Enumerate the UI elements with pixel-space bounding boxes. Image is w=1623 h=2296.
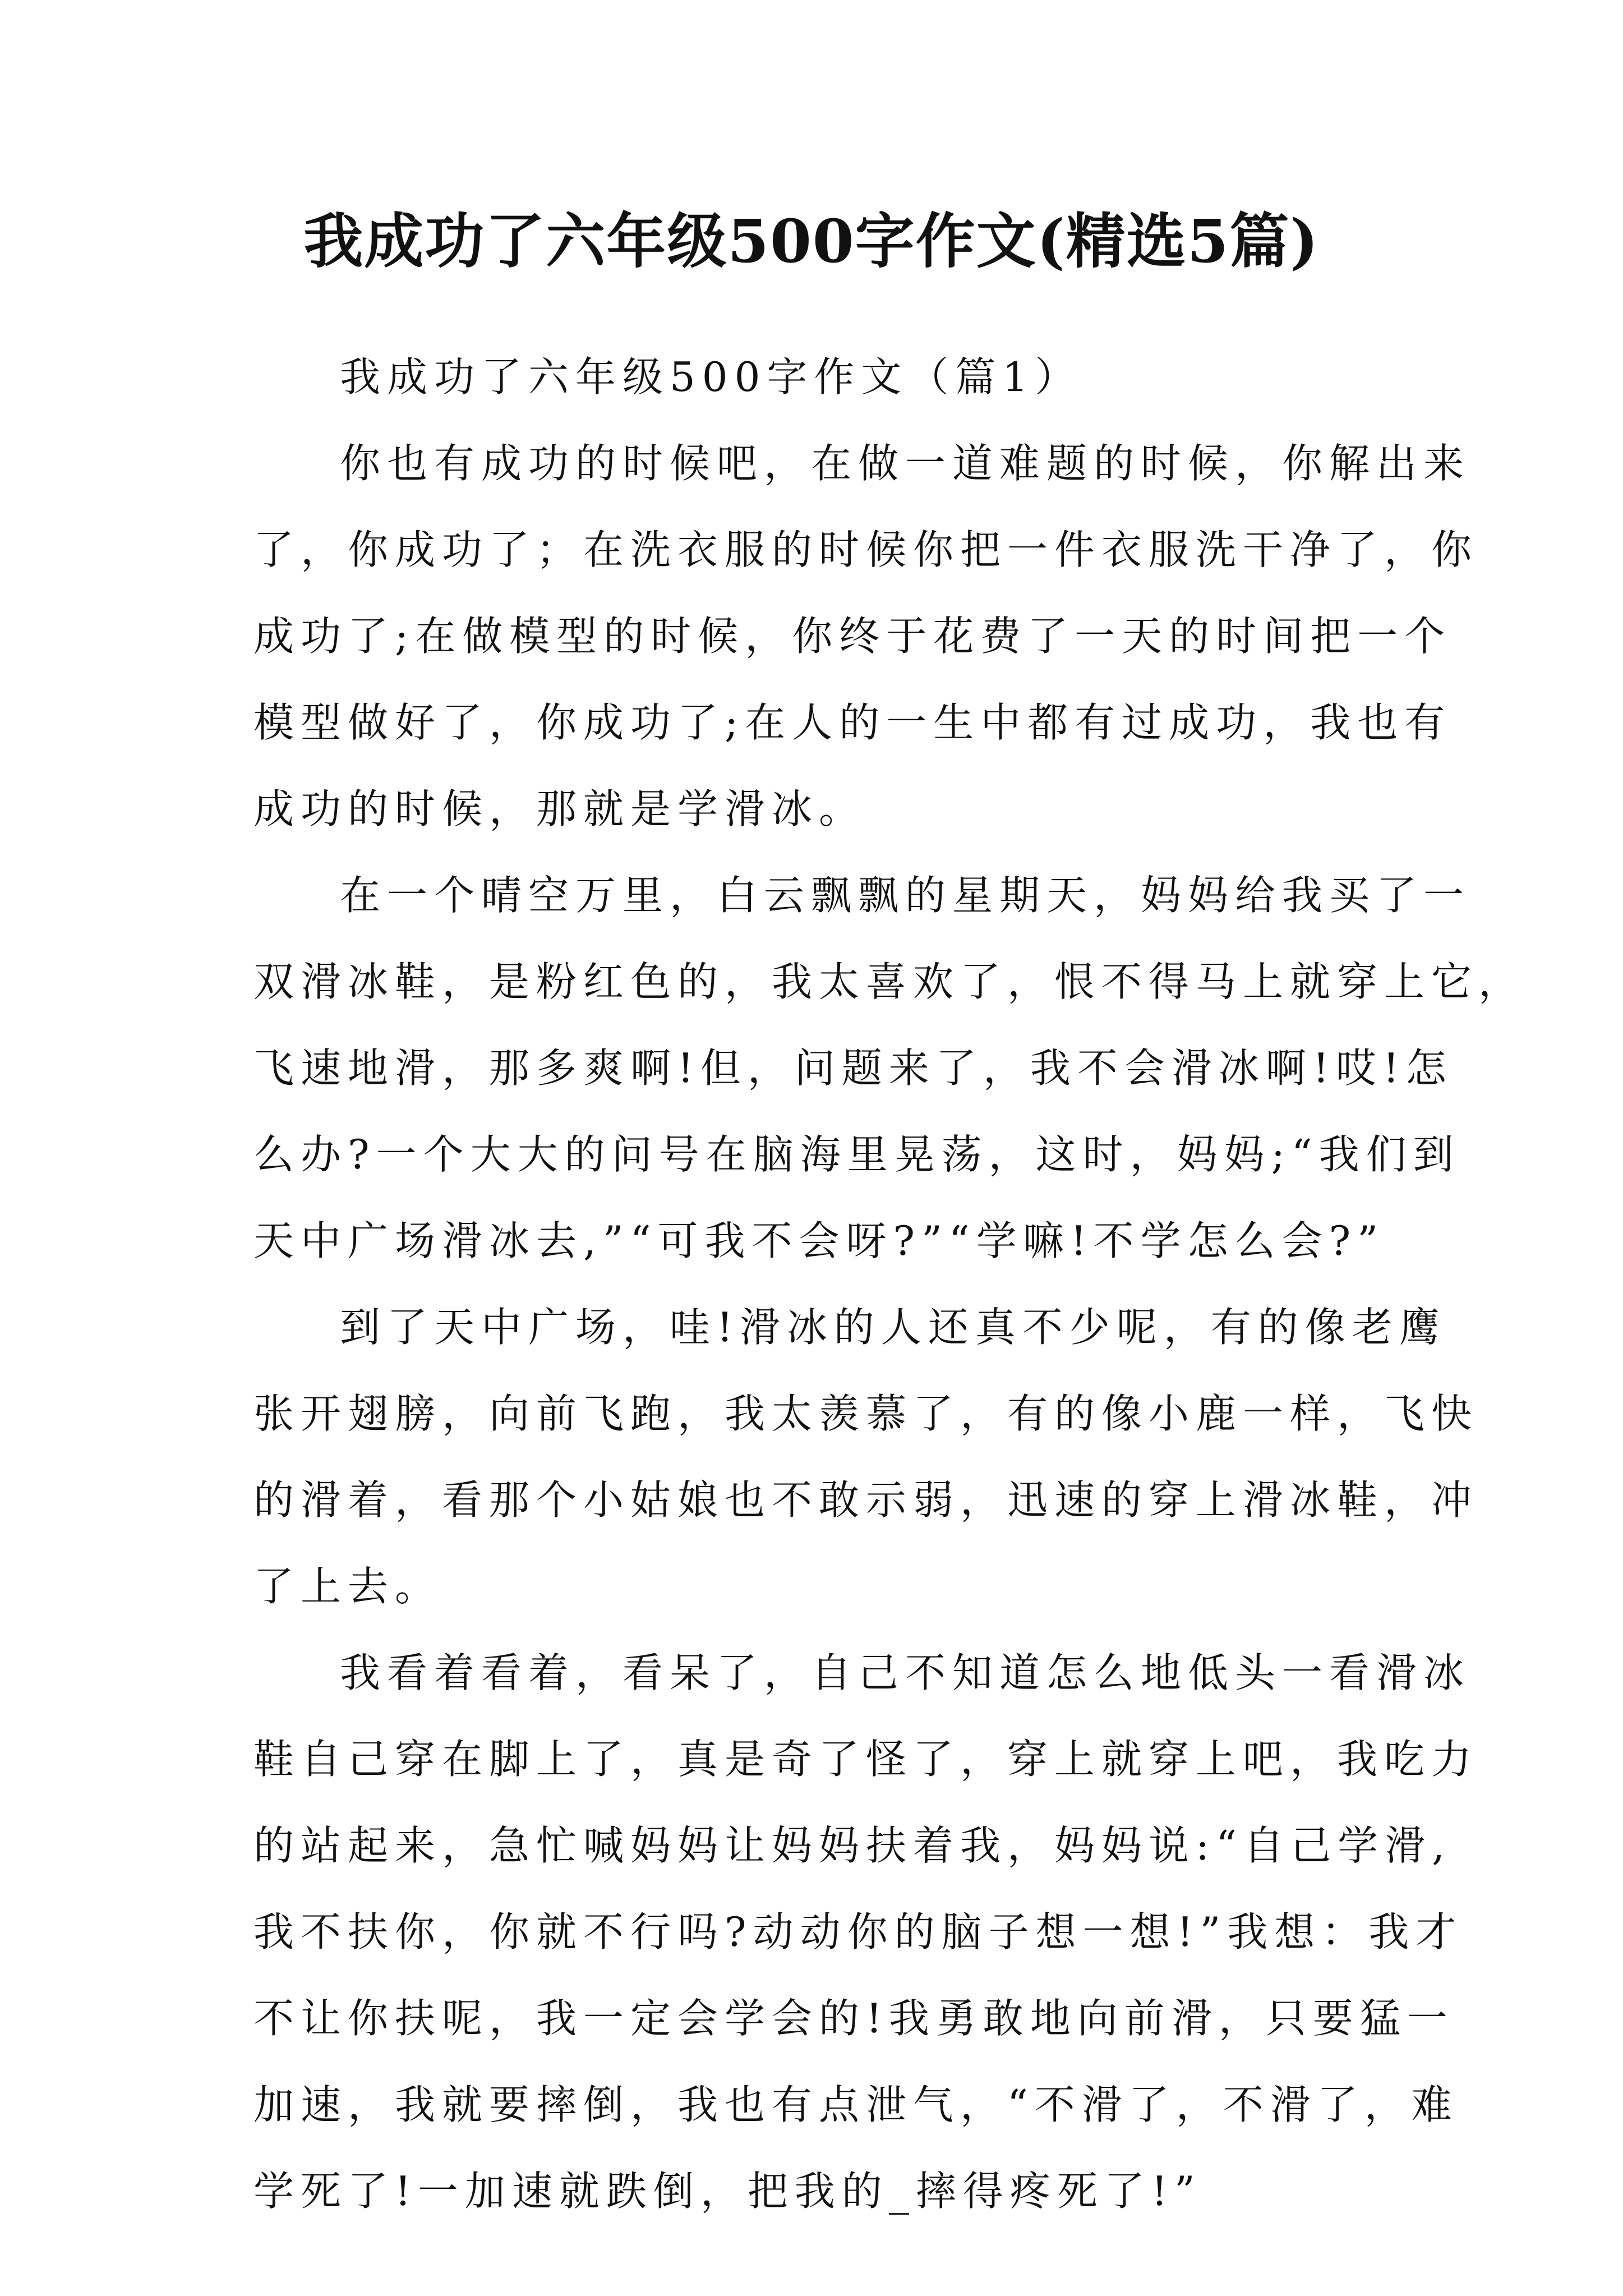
document-body [253,334,1526,2234]
paragraph-line: 成功了;在做模型的时候，你终于花费了一天的时间把一个 [253,613,1452,660]
paragraph-line: 在一个晴空万里，白云飘飘的星期天，妈妈给我买了一 [340,872,1471,919]
paragraph-line: 学死了!一加速就跌倒，把我的_摔得疼死了!” [253,2168,1202,2215]
paragraph-line: 的站起来，急忙喊妈妈让妈妈扶着我，妈妈说:“自己学滑, [253,1822,1451,1869]
paragraph-line: 么办?一个大大的问号在脑海里晃荡，这时，妈妈;“我们到 [253,1131,1460,1178]
paragraph [253,420,1479,852]
paragraph-line: 到了天中广场，哇!滑冰的人还真不少呢，有的像老鹰 [340,1304,1446,1351]
paragraph [253,1284,1479,1630]
paragraph [253,852,1526,1284]
section-heading-text: 我成功了六年级500字作文（篇1） [340,353,1082,401]
paragraph-line: 我不扶你，你就不行吗?动动你的脑子想一想!”我想：我才 [253,1908,1463,1955]
paragraph-line: 不让你扶呢，我一定会学会的!我勇敢地向前滑，只要猛一 [253,1995,1454,2042]
paragraph-line: 的滑着，看那个小姑娘也不敢示弱，迅速的穿上滑冰鞋，冲 [253,1476,1479,1524]
paragraph-line: 你也有成功的时候吧，在做一道难题的时候，你解出来 [340,440,1471,487]
paragraph-line: 鞋自己穿在脚上了，真是奇了怪了，穿上就穿上吧，我吃力 [253,1736,1479,1783]
section-heading [253,334,1386,420]
paragraph-line: 飞速地滑，那多爽啊!但，问题来了，我不会滑冰啊!哎!怎 [253,1045,1453,1092]
paragraph-line: 双滑冰鞋，是粉红色的，我太喜欢了，恨不得马上就穿上它， [253,958,1526,1005]
paragraph-line: 了上去。 [253,1563,442,1610]
paragraph-line: 模型做好了，你成功了;在人的一生中都有过成功，我也有 [253,699,1452,746]
paragraph-line: 加速，我就要摔倒，我也有点泄气，“不滑了，不滑了，难 [253,2081,1459,2128]
paragraph-line: 成功的时候，那就是学滑冰。 [253,785,866,832]
paragraph-line: 了，你成功了；在洗衣服的时候你把一件衣服洗干净了，你 [253,526,1479,573]
document-title: 我成功了六年级500字作文(精选5篇) [303,206,1320,276]
paragraph-line: 张开翅膀，向前飞跑，我太羡慕了，有的像小鹿一样，飞快 [253,1390,1479,1437]
paragraph-line: 天中广场滑冰去,”“可我不会呀?”“学嘛!不学怎么会?” [253,1217,1385,1264]
paragraph-line: 我看着看着，看呆了，自己不知道怎么地低头一看滑冰 [340,1649,1471,1696]
paragraph [253,1630,1479,2234]
